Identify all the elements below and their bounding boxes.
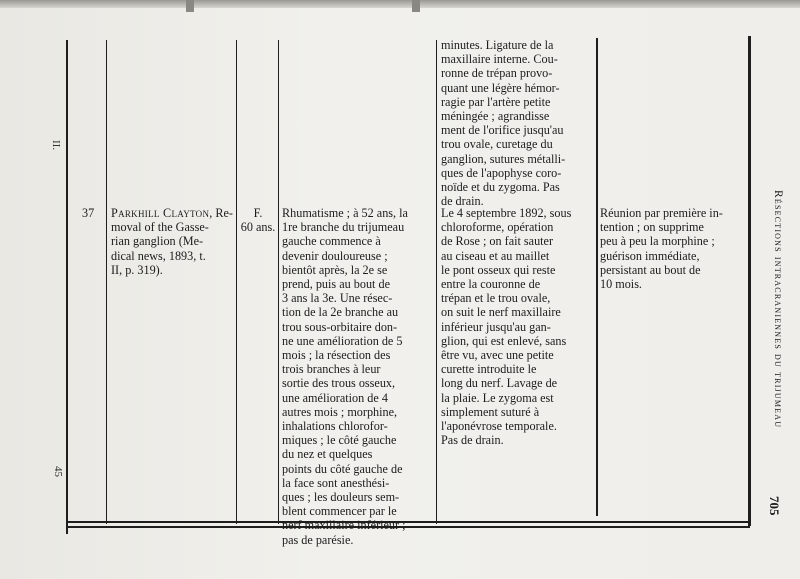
page-top-edge [0,0,800,8]
operation-line: Pas de drain. [441,433,504,448]
result-line: Réunion par première in- [600,206,723,220]
operation-line: glion, qui est enlevé, sans [441,333,567,348]
history-line: mois ; la résection des [282,348,391,363]
continued-line: minutes. Ligature de la [441,38,554,52]
continued-line: ment de l'orifice jusqu'au [441,123,564,138]
history-line: miques ; le côté gauche [282,433,397,448]
history-line: gauche commence à [282,234,381,249]
reference-line-1 [111,206,235,220]
history-line: points du côté gauche de [282,461,403,476]
continued-line: ragie par l'artère petite [441,94,551,109]
patient-age: 60 ans. [240,220,276,235]
history-line: tion de la 2e branche au [282,305,399,320]
continued-line: méningée ; agrandisse [441,109,550,124]
history-line: du nez et quelques [282,447,373,462]
operation-line: le pont osseux qui reste [441,262,556,277]
history-cell [282,206,434,547]
sex-age-cell [239,206,277,234]
continued-line: ganglion, sutures métalli- [441,151,566,166]
binding-tab-right [412,0,420,12]
table-border-right [748,36,751,526]
table-border-left [66,40,68,534]
page-number: 705 [767,496,782,516]
history-line: nerf maxillaire inférieur ; [282,518,406,533]
operation-line: trépan et le trou ovale, [441,291,551,306]
result-line: 10 mois. [600,277,642,292]
reference-line: rian ganglion (Me- [111,234,204,249]
operation-line: de Rose ; on fait sauter [441,234,554,249]
operation-line: la plaie. Le zygoma est [441,390,554,405]
result-line: persistant au bout de [600,262,701,277]
operation-line: être vu, avec une petite [441,348,554,363]
history-line: Rhumatisme ; à 52 ans, la [282,206,408,220]
history-line: 1re branche du trijumeau [282,220,405,235]
reference-line: dical news, 1893, t. [111,248,206,263]
column-rule-3 [278,40,279,524]
reference-line: , Re- [209,206,233,220]
history-line: autres mois ; morphine, [282,404,398,419]
section-mark: II. [50,140,62,151]
case-reference-cell [111,206,235,277]
history-line: pas de parésie. [282,532,354,547]
author-name: Parkhill Clayton [111,206,210,220]
column-rule-5 [596,38,598,516]
binding-tab-left [186,0,194,12]
patient-sex: F. [253,206,263,220]
history-line: ques ; les douleurs sem- [282,490,400,505]
operation-line: curette introduite le [441,362,537,377]
continued-line: ques de l'apophyse coro- [441,165,562,180]
operation-line: simplement suturé à [441,404,540,419]
history-line: blent commencer par le [282,504,397,519]
column-rule-1 [106,40,107,524]
column-rule-2 [236,40,237,524]
result-line: guérison immédiate, [600,248,700,263]
column-rule-4 [436,40,437,524]
operation-line: long du nerf. Lavage de [441,376,558,391]
operation-cell [441,206,593,447]
history-line: sortie des trous osseux, [282,376,396,391]
reference-line: moval of the Gasse- [111,220,209,235]
reference-line: II, p. 319). [111,262,163,277]
operation-line: au ciseau et au maillet [441,248,550,263]
continued-line: noïde et du zygoma. Pas [441,180,560,195]
operation-line: on suit le nerf maxillaire [441,305,561,320]
running-head: Résections intracraniennes du trijumeau [772,190,784,429]
history-line: 3 ans la 3e. Une résec- [282,291,393,306]
operation-line: entre la couronne de [441,277,541,292]
operation-line: chloroforme, opération [441,220,554,235]
history-line: devenir douloureuse ; [282,248,388,263]
continued-line: quant une légère hémor- [441,80,560,95]
result-line: peu à peu la morphine ; [600,234,715,249]
result-cell [600,206,746,291]
continued-line: de drain. [441,194,484,209]
history-line: trois branches à leur [282,362,381,377]
continued-line: trou ovale, curetage du [441,137,553,152]
result-line: tention ; on supprime [600,220,704,235]
history-line: bientôt après, la 2e se [282,262,388,277]
case-number: 37 [82,206,95,220]
continued-line: maxillaire interne. Cou- [441,52,558,67]
page-marker: 45 [52,466,64,477]
operation-line: inférieur jusqu'au gan- [441,319,551,334]
history-line: la face sont anesthési- [282,475,390,490]
history-line: prend, puis au bout de [282,277,390,292]
history-line: une amélioration de 4 [282,390,388,405]
continued-line: ronne de trépan provo- [441,66,553,81]
operation-line: Le 4 septembre 1892, sous [441,206,572,220]
continued-operation-cell [441,38,593,208]
operation-line: l'aponévrose temporale. [441,419,557,434]
history-line: trou sous-orbitaire don- [282,319,398,334]
history-line: inhalations chlorofor- [282,419,388,434]
history-line: ne une amélioration de 5 [282,333,403,348]
